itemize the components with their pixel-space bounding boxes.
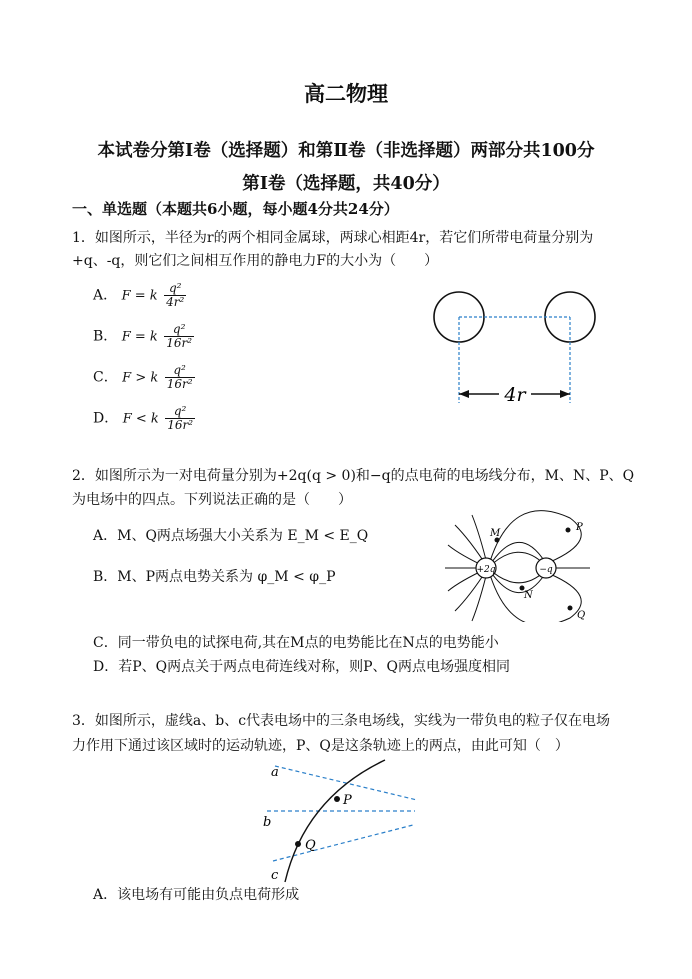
label-p: P	[576, 522, 583, 533]
q3-option-a[interactable]: A．该电场有可能由负点电荷形成	[93, 887, 300, 903]
part-heading: 第Ⅰ卷（选择题，共40分）	[242, 174, 450, 194]
section-heading: 一、单选题（本题共6小题，每小题4分共24分）	[72, 200, 399, 218]
distance-label: 4r	[504, 384, 526, 406]
fraction-numerator: q²	[164, 323, 194, 337]
q1-option-b[interactable]	[93, 323, 194, 350]
q2-stem-line2: 为电场中的四点。下列说法正确的是（ ）	[72, 492, 352, 508]
fraction-numerator: q²	[164, 282, 186, 296]
label-p: P	[343, 793, 352, 808]
option-fraction	[164, 282, 186, 309]
point-q	[568, 606, 573, 611]
option-formula-lhs: F > k	[122, 370, 159, 386]
label-m: M	[490, 528, 501, 539]
point-p	[334, 796, 340, 802]
q1-stem-line1: 1．如图所示，半径为r的两个相同金属球，两球心相距4r，若它们所带电荷量分别为	[72, 230, 594, 246]
option-formula-lhs: F = k	[121, 329, 158, 345]
fraction-denominator: 16r²	[166, 377, 193, 391]
field-line-c	[273, 825, 413, 861]
q2-stem-line1: 2．如图所示为一对电荷量分别为+2q(q > 0)和−q的点电荷的电场线分布，M、N、P、Q	[72, 468, 635, 484]
particle-trajectory	[285, 760, 385, 882]
q3-trajectory-figure	[255, 758, 425, 883]
label-q: Q	[577, 610, 586, 621]
q2-option-b[interactable]: B．M、P两点电势关系为 φ_M < φ_P	[93, 569, 336, 585]
fraction-denominator: 16r²	[167, 418, 194, 432]
q1-option-a[interactable]	[93, 282, 186, 309]
option-label: A．	[93, 287, 118, 304]
label-c: c	[271, 868, 279, 883]
point-q	[295, 841, 301, 847]
q3-stem-line2: 力作用下通过该区域时的运动轨迹，P、Q是这条轨迹上的两点，由此可知（ ）	[72, 738, 569, 754]
label-q: Q	[305, 838, 316, 853]
q2-option-c[interactable]: C．同一带负电的试探电荷,其在M点的电势能比在N点的电势能小	[93, 635, 499, 651]
q1-option-c[interactable]	[93, 364, 195, 391]
q3-stem-line1: 3．如图所示，虚线a、b、c代表电场中的三条电场线，实线为一带负电的粒子仅在电场	[72, 713, 611, 729]
option-label: D．	[93, 410, 119, 427]
option-formula-lhs: F < k	[122, 411, 159, 427]
point-p	[566, 528, 571, 533]
option-label: C．	[93, 369, 118, 386]
q2-field-lines-figure	[440, 510, 610, 622]
q1-option-d[interactable]	[93, 405, 195, 432]
fraction-denominator: 4r²	[166, 295, 185, 309]
field-line	[488, 568, 581, 622]
q2-option-d[interactable]: D．若P、Q两点关于两点电荷连线对称，则P、Q两点电场强度相同	[93, 659, 511, 675]
label-n: N	[524, 590, 533, 601]
q1-two-spheres-figure	[425, 285, 600, 410]
fraction-numerator: q²	[165, 405, 195, 419]
arrow-left	[459, 390, 469, 398]
positive-charge-label: +2q	[476, 565, 496, 575]
option-fraction	[164, 323, 194, 350]
option-fraction	[165, 405, 195, 432]
fraction-numerator: q²	[165, 364, 195, 378]
option-label: B．	[93, 328, 118, 345]
q2-option-a[interactable]: A．M、Q两点场强大小关系为 E_M < E_Q	[93, 528, 369, 544]
option-fraction	[165, 364, 195, 391]
label-a: a	[271, 765, 279, 780]
exam-subtitle: 本试卷分第Ⅰ卷（选择题）和第Ⅱ卷（非选择题）两部分共100分	[97, 141, 595, 161]
page-title: 高二物理	[304, 81, 388, 106]
fraction-denominator: 16r²	[166, 336, 193, 350]
field-line	[488, 511, 581, 568]
option-formula-lhs: F = k	[121, 288, 158, 304]
arrow-right	[560, 390, 570, 398]
label-b: b	[263, 815, 272, 830]
negative-charge-label: −q	[539, 565, 553, 575]
q1-stem-line2: +q、-q，则它们之间相互作用的静电力F的大小为（ ）	[72, 253, 439, 269]
